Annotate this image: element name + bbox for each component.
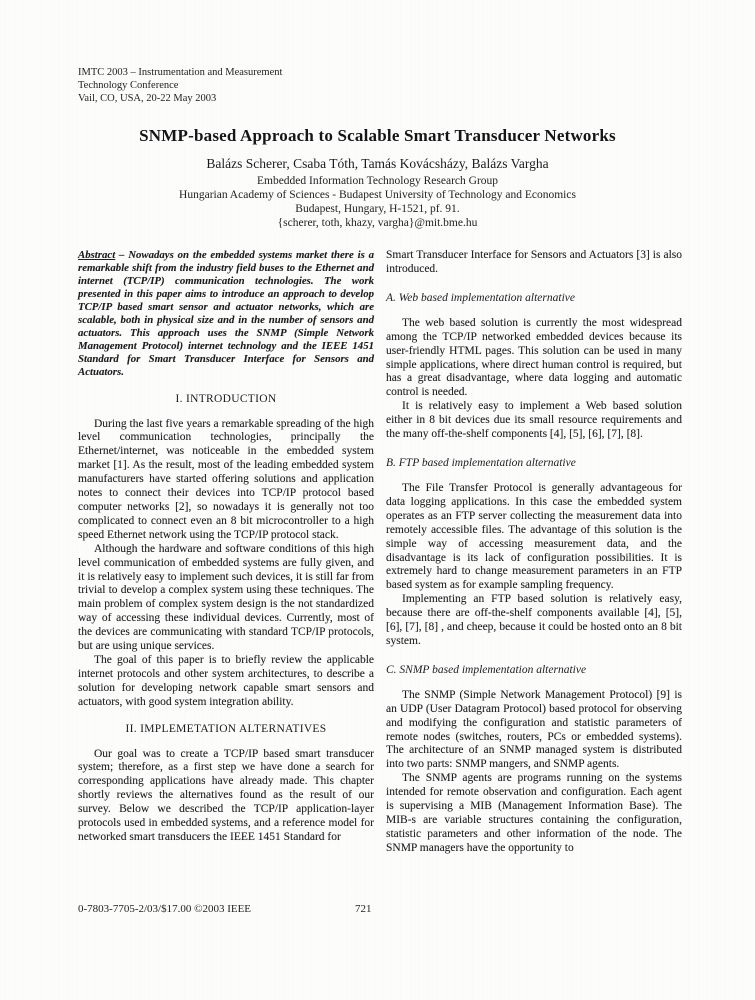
ftp-paragraph-2: Implementing an FTP based solution is relatively easy, because there are off-the-shelf components available [4], [5], [6], [7], [8] , and cheep, because it could be hosted onto an 8 bit system. [386,593,682,647]
page-number: 721 [355,903,372,915]
intro-paragraph-1: During the last five years a remarkable spreading of the high level communication technologies, principally the Ethernet/internet, was noticeable in the embedded system market [1]. As the result, most of the leading embedded system manufacturers have started offering solutions and application notes to connect their devices into TCP/IP protocol based computer networks [2], so nowadays it is generally not too complicated to connect even an 8 bit microcontroller to a high speed Ethernet network using the TCP/IP protocol stack. [78,417,374,541]
conference-header-line3: Vail, CO, USA, 20-22 May 2003 [78,93,217,105]
intro-paragraph-2: Although the hardware and software conditions of this high level communication of embedded systems are fully given, and it is relatively easy to implement such devices, it is still far from trivial to develop a complex system using these techniques. The main problem of complex system design is the not standardized way of accessing these individual devices. Currently, most of the devices are communicating with standard TCP/IP protocols, but are using unique services. [78,542,374,653]
section-heading-introduction: I. INTRODUCTION [175,392,277,405]
web-paragraph-1: The web based solution is currently the most widespread among the TCP/IP networked embedded devices because its user-friendly HTML pages. This solution can be used in many simple applications, where direct human control is required, but has a great disadvantage, where data logging and automatic control is needed. [386,316,682,399]
affiliation-address: Budapest, Hungary, H-1521, pf. 91. [295,203,460,215]
intro-paragraph-3: The goal of this paper is to briefly review the applicable internet protocols and other system architectures, to describe a solution for developing network capable smart sensors and actuators, with good system integration ability. [78,653,374,708]
conference-header-line1: IMTC 2003 – Instrumentation and Measurement [78,67,283,78]
page-footer [78,903,682,915]
section-heading-implementation: II. IMPLEMETATION ALTERNATIVES [125,722,327,735]
authors-line: Balázs Scherer, Csaba Tóth, Tamás Kovácsházy, Balázs Vargha [206,156,549,171]
abstract [78,249,374,379]
affiliation-university: Hungarian Academy of Sciences - Budapest University of Technology and Economics [179,189,576,201]
subsection-heading-web: A. Web based implementation alternative [386,291,575,304]
abstract-text: – Nowadays on the embedded systems market there is a remarkable shift from the industry field buses to the Ethernet and internet (TCP/IP) communication technologies. The work presented in this paper aims to introduce an approach to develop TCP/IP based smart sensor and actuator networks, which are scalable, both in physical size and in the number of sensors and actuators. This approach uses the SNMP (Simple Network Management Protocol) internet technology and the IEEE 1451 Standard for Smart Transducer Interface for Sensors and Actuators. [78,249,374,378]
ftp-paragraph-1: The File Transfer Protocol is generally advantageous for data logging applications. In this case the embedded system operates as an FTP server collecting the measurement data into remotely accessible files. The advantage of this solution is the simple way of accessing measurement data, and the disadvantage is its lack of configuration possibilities. It is extremely hard to change measurement parameters in an FTP based system as for example sampling frequency. [386,481,682,592]
abstract-label: Abstract [78,249,116,261]
conference-header-line2: Technology Conference [78,80,179,92]
snmp-paragraph-2: The SNMP agents are programs running on the systems intended for remote observation and configuration. Each agent is supervising a MIB (Management Information Base). The MIB-s are variable structures containing the configuration, statistic parameters and other information of the node. The SNMP managers have the opportunity to [386,772,682,854]
implementation-paragraph-1-continued: Smart Transducer Interface for Sensors and Actuators [3] is also introduced. [386,249,682,275]
two-column-body [78,249,682,856]
snmp-paragraph-1: The SNMP (Simple Network Management Protocol) [9] is an UDP (User Datagram Protocol) based protocol for observing and modifying the configuration and statistic parameters of remote nodes (switches, routers, PCs or embedded systems). The architecture of an SNMP managed system is distributed into two parts: SNMP mangers, and SNMP agents. [386,688,682,771]
right-column [386,249,682,856]
conference-header [78,66,282,105]
subsection-heading-ftp: B. FTP based implementation alternative [386,456,576,469]
left-column [78,249,374,856]
implementation-paragraph-1: Our goal was to create a TCP/IP based smart transducer system; therefore, as a first step we have done a search for corresponding applications have already made. This chapter shortly reviews the alternatives found as the result of our survey. Below we described the TCP/IP application-layer protocols used in embedded systems, and a reference model for networked smart transducers the IEEE 1451 Standard for [78,747,374,843]
copyright-notice: 0-7803-7705-2/03/$17.00 ©2003 IEEE [78,903,252,915]
affiliation-group: Embedded Information Technology Research Group [256,175,499,187]
subsection-heading-snmp: C. SNMP based implementation alternative [386,663,587,676]
affiliation-email: {scherer, toth, khazy, vargha}@mit.bme.hu [277,217,478,229]
paper-title: SNMP-based Approach to Scalable Smart Transducer Networks [139,126,616,145]
web-paragraph-2: It is relatively easy to implement a Web based solution either in 8 bit devices due its small resource requirements and the many off-the-shelf components [4], [5], [6], [7], [8]. [386,400,682,441]
